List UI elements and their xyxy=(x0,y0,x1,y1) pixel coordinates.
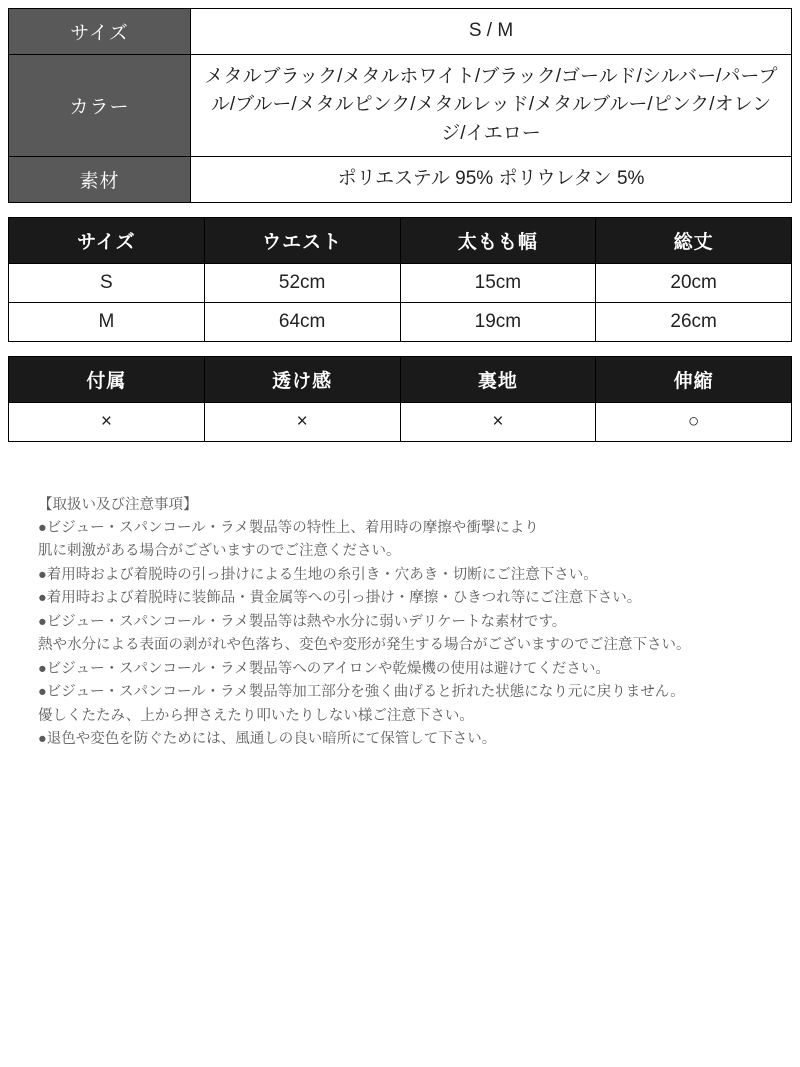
spec-value-size: S / M xyxy=(191,9,792,55)
spec-label-material: 素材 xyxy=(9,157,191,203)
table-row xyxy=(9,402,792,441)
measurement-cell: 52cm xyxy=(204,263,400,302)
measurement-header-length: 総丈 xyxy=(596,217,792,263)
care-instructions-line: 熱や水分による表面の剥がれや色落ち、変色や変形が発生する場合がございますのでご注意下さい。 xyxy=(38,637,691,654)
table-row xyxy=(9,302,792,341)
care-instructions xyxy=(38,494,758,752)
care-instructions-line: ●ビジュー・スパンコール・ラメ製品等の特性上、着用時の摩擦や衝撃により xyxy=(38,519,539,536)
measurement-cell: 64cm xyxy=(204,302,400,341)
spec-table xyxy=(8,8,792,203)
table-row xyxy=(9,54,792,157)
attribute-header-lining: 裏地 xyxy=(400,356,596,402)
measurement-cell: M xyxy=(9,302,205,341)
measurement-cell: 26cm xyxy=(596,302,792,341)
care-instructions-line: 肌に刺激がある場合がございますのでご注意ください。 xyxy=(38,543,401,560)
care-instructions-line: ●退色や変色を防ぐためには、風通しの良い暗所にて保管して下さい。 xyxy=(38,731,497,748)
attribute-value-stretch: ○ xyxy=(596,402,792,441)
attribute-header-transparency: 透け感 xyxy=(204,356,400,402)
table-row xyxy=(9,9,792,55)
table-row xyxy=(9,157,792,203)
attribute-header-accessory: 付属 xyxy=(9,356,205,402)
spec-value-color: メタルブラック/メタルホワイト/ブラック/ゴールド/シルバー/パープル/ブルー/メタルピンク/メタルレッド/メタルブルー/ピンク/オレンジ/イエロー xyxy=(191,54,792,157)
care-instructions-title: 【取扱い及び注意事項】 xyxy=(38,496,198,513)
attribute-header-stretch: 伸縮 xyxy=(596,356,792,402)
table-row xyxy=(9,263,792,302)
care-instructions-line: ●ビジュー・スパンコール・ラメ製品等加工部分を強く曲げると折れた状態になり元に戻りません。 xyxy=(38,684,685,701)
attribute-table xyxy=(8,356,792,442)
attribute-value-lining: × xyxy=(400,402,596,441)
measurement-header-waist: ウエスト xyxy=(204,217,400,263)
care-instructions-line: 優しくたたみ、上から押さえたり叩いたりしない様ご注意下さい。 xyxy=(38,707,474,724)
table-header-row xyxy=(9,217,792,263)
attribute-value-transparency: × xyxy=(204,402,400,441)
measurement-cell: S xyxy=(9,263,205,302)
measurement-header-size: サイズ xyxy=(9,217,205,263)
spacer xyxy=(8,203,792,217)
measurement-header-thigh: 太もも幅 xyxy=(400,217,596,263)
measurement-cell: 19cm xyxy=(400,302,596,341)
spec-label-color: カラー xyxy=(9,54,191,157)
spacer xyxy=(8,342,792,356)
spec-label-size: サイズ xyxy=(9,9,191,55)
attribute-value-accessory: × xyxy=(9,402,205,441)
measurement-table xyxy=(8,217,792,342)
care-instructions-line: ●着用時および着脱時の引っ掛けによる生地の糸引き・穴あき・切断にご注意下さい。 xyxy=(38,566,598,583)
care-instructions-line: ●ビジュー・スパンコール・ラメ製品等へのアイロンや乾燥機の使用は避けてください。 xyxy=(38,660,610,677)
measurement-cell: 20cm xyxy=(596,263,792,302)
table-header-row xyxy=(9,356,792,402)
care-instructions-line: ●着用時および着脱時に装飾品・貴金属等への引っ掛け・摩擦・ひきつれ等にご注意下さい。 xyxy=(38,590,642,607)
measurement-cell: 15cm xyxy=(400,263,596,302)
spec-value-material: ポリエステル 95% ポリウレタン 5% xyxy=(191,157,792,203)
care-instructions-line: ●ビジュー・スパンコール・ラメ製品等は熱や水分に弱いデリケートな素材です。 xyxy=(38,613,567,630)
